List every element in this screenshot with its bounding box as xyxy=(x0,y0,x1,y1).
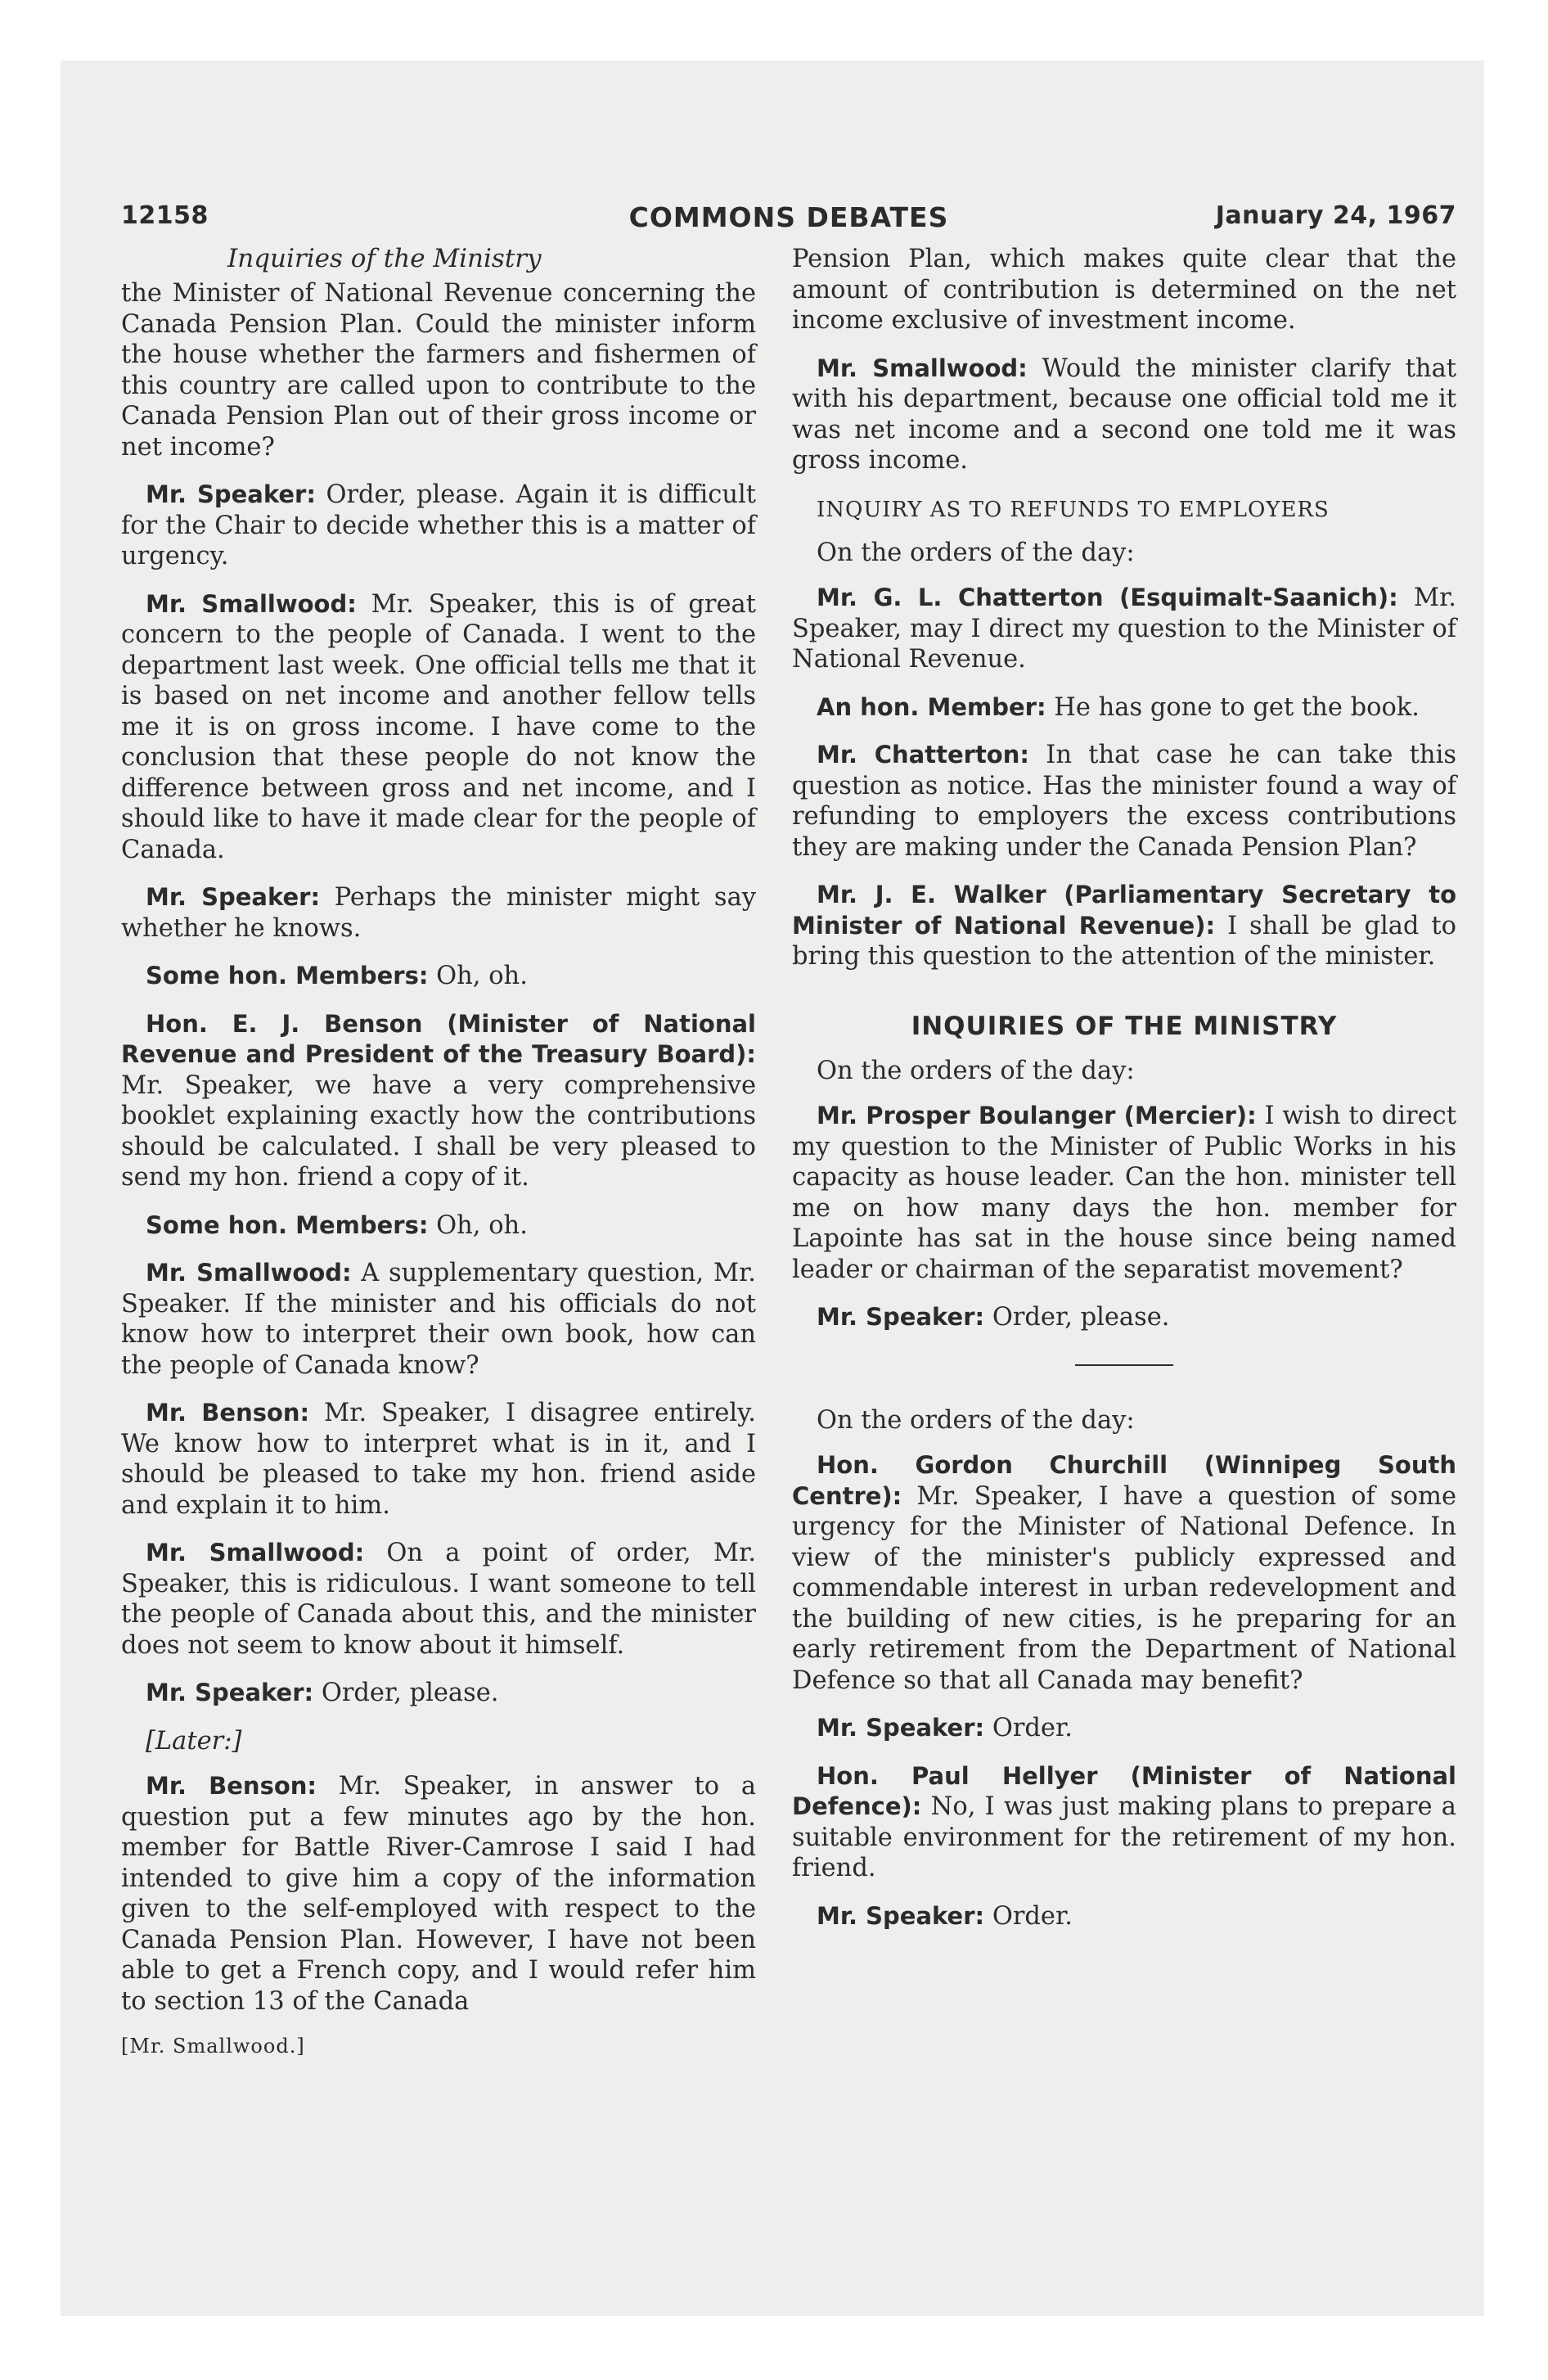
left-paragraphs-after-later xyxy=(121,1771,756,2017)
speaker-name: Hon. E. J. Benson (Minister of National Revenue and President of the Treasury Board): xyxy=(121,1009,756,1068)
speaker-name: Mr. Smallwood: xyxy=(146,1259,352,1287)
speaker-name: Mr. Benson: xyxy=(146,1772,317,1800)
speech-paragraph xyxy=(792,740,1456,863)
speaker-name: Mr. Speaker: xyxy=(817,1303,985,1331)
speech-text: On a point of order, Mr. Speaker, this is ridiculous. I want someone to tell the people of Canada about this, and the minister does not seem to know about it himself. xyxy=(121,1539,757,1660)
speech-paragraph xyxy=(121,1678,756,1709)
speech-paragraph xyxy=(121,589,756,866)
speech-text: I shall be glad to bring this question to the attention of the minister. xyxy=(792,911,1456,971)
speech-paragraph xyxy=(121,1210,756,1242)
speaker-name: Mr. Prosper Boulanger (Mercier): xyxy=(817,1102,1257,1129)
speech-text: Mr. Speaker, in answer to a question put a few minutes ago by the hon. member for Battle River-Camrose I said I had intended to give him a copy of the information given to the self-employed with respect to the Canada Pension Plan. However, I have not been able to get a French copy, and I would refer him to section 13 of the Canada xyxy=(121,1772,756,2016)
speech-paragraph xyxy=(792,1761,1456,1884)
later-marker: [Later:] xyxy=(146,1726,242,1756)
speech-text: Oh, oh. xyxy=(436,962,528,990)
speech-text: Perhaps the minister might say whether he knows. xyxy=(121,883,756,943)
speaker-name: Some hon. Members: xyxy=(146,962,429,989)
speaker-name: Hon. Gordon Churchill (Winnipeg South Centre): xyxy=(792,1451,1456,1510)
speech-text: He has gone to get the book. xyxy=(1054,692,1420,722)
speaker-name: Some hon. Members: xyxy=(146,1210,429,1239)
speaker-name: Mr. Benson: xyxy=(146,1399,310,1427)
speaker-name: Mr. J. E. Walker (Parliamentary Secretary to Minister of National Revenue): xyxy=(792,881,1456,940)
speech-text: I wish to direct my question to the Minister of Public Works in his capacity as house leader. Can the hon. minister tell me on how many days the hon. member for Lapointe has sat in the house since being named leader or chairman of the separatist movement? xyxy=(792,1102,1457,1284)
right-paragraphs-refunds xyxy=(792,583,1456,972)
speech-paragraph xyxy=(792,1450,1456,1696)
speech-text: Pension Plan, which makes quite clear that the amount of contribution is determined on the net income exclusive of investment income. xyxy=(792,245,1456,335)
speech-paragraph xyxy=(792,583,1456,675)
speaker-name: Mr. Speaker: xyxy=(146,1679,314,1706)
right-paragraphs-final xyxy=(792,1450,1456,1931)
page-date: January 24, 1967 xyxy=(1215,201,1456,230)
speech-text: Order. xyxy=(992,1714,1073,1742)
speech-text: In that case he can take this question as notice. Has the minister found a way of refunding to employers the excess contributions they are making under the Canada Pension Plan? xyxy=(792,741,1456,862)
speaker-name: An hon. Member: xyxy=(817,692,1046,721)
publication-title: COMMONS DEBATES xyxy=(628,201,949,233)
speech-text: Order, please. xyxy=(992,1303,1170,1332)
speech-text: Mr. Speaker, we have a very comprehensive booklet explaining exactly how the contributions should be calculated. I shall be very pleased to send my hon. friend a copy of it. xyxy=(121,1071,756,1192)
speech-text: Mr. Speaker, may I direct my question to the Minister of National Revenue. xyxy=(792,584,1456,674)
speaker-name: Mr. G. L. Chatterton (Esquimalt-Saanich): xyxy=(817,584,1398,611)
speaker-name: Mr. Speaker: xyxy=(817,1714,985,1742)
speaker-name: Mr. Smallwood: xyxy=(817,354,1028,382)
speech-paragraph xyxy=(792,244,1456,336)
speech-text: Mr. Speaker, I have a question of some urgency for the Minister of National Defence. In view of the minister's publicly expressed and commendable interest in urban redevelopment and the building of new cities, is he preparing for an early retirement from the Department of National Defence so that all Canada may benefit? xyxy=(792,1481,1456,1695)
left-paragraphs xyxy=(121,278,756,1709)
speaker-name: Mr. Speaker: xyxy=(817,1901,985,1930)
speaker-name: Hon. Paul Hellyer (Minister of National Defence): xyxy=(792,1761,1456,1820)
orders-of-the-day: On the orders of the day: xyxy=(817,1405,1135,1435)
speaker-name: Mr. Smallwood: xyxy=(146,589,357,618)
speaker-name: Mr. Smallwood: xyxy=(146,1539,365,1566)
speech-text: Order, please. Again it is difficult for the Chair to decide whether this is a matter of urgency. xyxy=(121,480,756,570)
page-header xyxy=(121,201,1456,237)
page-number: 12158 xyxy=(121,201,209,230)
orders-of-the-day: On the orders of the day: xyxy=(817,1056,1135,1085)
right-paragraphs-top xyxy=(792,244,1456,476)
speech-paragraph xyxy=(792,1713,1456,1744)
speech-paragraph xyxy=(121,480,756,572)
speech-paragraph xyxy=(792,692,1456,723)
speaker-name: Mr. Speaker: xyxy=(146,883,321,911)
speech-paragraph xyxy=(792,880,1456,972)
speech-paragraph xyxy=(792,1901,1456,1932)
speech-paragraph xyxy=(121,278,756,462)
right-column xyxy=(792,244,1456,1949)
right-paragraphs-inquiries xyxy=(792,1101,1456,1333)
speech-paragraph xyxy=(792,1101,1456,1285)
speech-paragraph xyxy=(792,354,1456,476)
speech-paragraph xyxy=(121,1009,756,1193)
speech-text: No, I was just making plans to prepare a suitable environment for the retirement of my hon. friend. xyxy=(792,1792,1456,1882)
speech-text: Oh, oh. xyxy=(436,1210,528,1240)
orders-of-the-day: On the orders of the day: xyxy=(817,538,1135,567)
speech-text: Order, please. xyxy=(321,1679,499,1707)
speech-text: the Minister of National Revenue concerning the Canada Pension Plan. Could the minister inform the house whether the farmers and fishermen of this country are called upon to contribute to the Canada Pension Plan out of their gross income or net income? xyxy=(121,279,756,462)
speech-text: Mr. Speaker, this is of great concern to the people of Canada. I went to the department last week. One official tells me that it is based on net income and another fellow tells me it is on gross income. I have come to the conclusion that these people do not know the difference between gross and net income, and I should like to have it made clear for the people of Canada. xyxy=(121,589,756,864)
section-heading: INQUIRIES OF THE MINISTRY xyxy=(911,1011,1338,1041)
speech-paragraph xyxy=(121,882,756,944)
speech-paragraph xyxy=(121,1771,756,2017)
speech-text: Would the minister clarify that with his department, because one official told me it was net income and a second one told me it was gross income. xyxy=(792,354,1457,475)
speech-text: A supplementary question, Mr. Speaker. If the minister and his officials do not know how to interpret their own book, how can the people of Canada know? xyxy=(121,1259,756,1380)
speech-paragraph xyxy=(792,1302,1456,1333)
speech-paragraph xyxy=(121,961,756,992)
page xyxy=(121,201,1457,2058)
section-divider xyxy=(1075,1364,1173,1366)
speech-paragraph xyxy=(121,1398,756,1521)
running-head: Inquiries of the Ministry xyxy=(227,244,542,273)
speaker-name: Mr. Chatterton: xyxy=(817,741,1029,769)
speech-paragraph xyxy=(121,1258,756,1381)
speech-text: Mr. Speaker, I disagree entirely. We know how to interpret what is in it, and I should be pleased to take my hon. friend aside and explain it to him. xyxy=(121,1399,756,1520)
speaker-name: Mr. Speaker: xyxy=(146,480,316,508)
speech-paragraph xyxy=(121,1538,756,1661)
subheading-refunds: INQUIRY AS TO REFUNDS TO EMPLOYERS xyxy=(817,497,1330,522)
footer-note: [Mr. Smallwood.] xyxy=(121,2035,305,2058)
left-column xyxy=(121,244,756,2058)
speech-text: Order. xyxy=(992,1901,1073,1931)
